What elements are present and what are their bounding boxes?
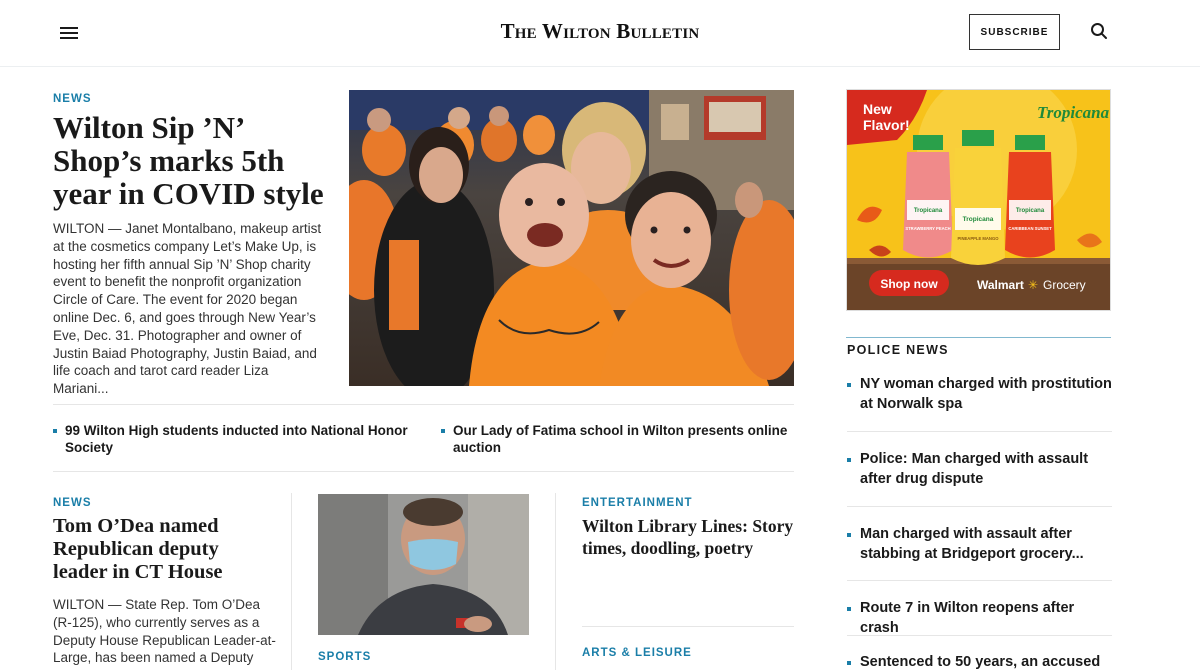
story2-headline[interactable]: Tom O’Dea named Republican deputy leader in CT House <box>53 515 223 583</box>
police-news-label[interactable]: Police: Man charged with assault after drug dispute <box>860 451 1089 487</box>
lead-story-summary: WILTON — Janet Montalbano, makeup artist at the cosmetics company Let’s Make Up, is hosting her fifth annual Sip ’N’ Shop charity event to benefit the nonprofit organization Circle of Care. The event for 2020 began online Dec. 6, and goes through New Year’s Eve, Dec. 31. Photographer and owner of Justin Baiad Photography, Justin Baiad, and life coach and tarot card reader Liza Mariani... <box>53 221 322 397</box>
divider <box>582 626 794 627</box>
ad-cta-label[interactable]: Shop now <box>880 277 938 291</box>
section-rule <box>846 337 1111 338</box>
svg-text:Tropicana: Tropicana <box>1015 208 1045 214</box>
police-news-label[interactable]: Man charged with assault after stabbing at Bridgeport grocery... <box>860 526 1084 562</box>
story3-photo[interactable] <box>318 494 529 635</box>
entertainment-kicker[interactable]: ENTERTAINMENT <box>582 497 693 509</box>
police-news-item[interactable] <box>847 450 1112 489</box>
lead-story-kicker[interactable]: NEWS <box>53 93 92 105</box>
divider <box>847 580 1112 581</box>
site-header <box>0 0 1200 67</box>
entertainment-headline[interactable]: Wilton Library Lines: Story times, doodling, poetry <box>582 516 794 558</box>
lead-story-photo[interactable] <box>349 90 794 386</box>
bullet-icon <box>847 458 851 462</box>
column-divider <box>555 493 556 670</box>
column-divider <box>291 493 292 670</box>
police-news-label[interactable]: NY woman charged with prostitution at Norwalk spa <box>860 376 1112 412</box>
masthead-logo[interactable]: The Wilton Bulletin <box>500 19 700 43</box>
ad-bottle <box>1005 135 1055 258</box>
police-news-heading[interactable]: POLICE NEWS <box>847 343 949 357</box>
ad-retailer-suffix: Grocery <box>1043 278 1086 292</box>
tropicana-ad[interactable] <box>846 89 1111 311</box>
police-news-label[interactable]: Sentenced to 50 years, an accused <box>860 654 1101 670</box>
secondary-link-label[interactable]: Our Lady of Fatima school in Wilton presents online auction <box>453 423 788 455</box>
story2-kicker[interactable]: NEWS <box>53 497 92 509</box>
divider <box>53 404 794 405</box>
bullet-icon <box>847 607 851 611</box>
police-news-item[interactable] <box>847 375 1112 414</box>
ad-retailer: Walmart <box>977 278 1024 292</box>
svg-text:Tropicana: Tropicana <box>962 216 994 223</box>
police-news-item[interactable] <box>847 599 1112 638</box>
secondary-link-label[interactable]: 99 Wilton High students inducted into National Honor Society <box>65 423 408 455</box>
arts-kicker[interactable]: ARTS & LEISURE <box>582 647 692 659</box>
svg-text:CARIBBEAN SUNSET: CARIBBEAN SUNSET <box>1008 226 1052 231</box>
divider <box>53 471 794 472</box>
spark-icon: ✳ <box>1028 278 1039 292</box>
bullet-icon <box>53 429 57 433</box>
subscribe-button[interactable]: SUBSCRIBE <box>969 14 1060 50</box>
bullet-icon <box>847 533 851 537</box>
police-news-item[interactable] <box>847 653 1112 670</box>
ad-bottle <box>903 135 953 258</box>
secondary-link[interactable] <box>441 423 791 456</box>
ad-badge-line1: New <box>863 101 892 117</box>
lead-story-headline[interactable]: Wilton Sip ’N’ Shop’s marks 5th year in COVID style <box>53 110 324 211</box>
divider <box>847 506 1112 507</box>
story3-kicker[interactable]: SPORTS <box>318 651 372 663</box>
svg-text:Tropicana: Tropicana <box>913 208 943 214</box>
ad-brand-logo: Tropicana <box>1037 103 1110 122</box>
ad-bottle <box>951 130 1005 265</box>
bullet-icon <box>441 429 445 433</box>
bullet-icon <box>847 383 851 387</box>
story2-summary: WILTON — State Rep. Tom O’Dea (R-125), who currently serves as a Deputy House Republican Leader-at-Large, has been named a Deputy <box>53 597 276 666</box>
police-news-label[interactable]: Route 7 in Wilton reopens after crash <box>860 600 1075 636</box>
police-news-item[interactable] <box>847 525 1112 564</box>
divider <box>847 431 1112 432</box>
search-icon[interactable] <box>1090 22 1108 40</box>
bullet-icon <box>847 661 851 665</box>
ad-badge-line2: Flavor! <box>863 117 910 133</box>
divider <box>847 635 1112 636</box>
svg-text:STRAWBERRY PEACH: STRAWBERRY PEACH <box>905 226 951 231</box>
svg-text:PINEAPPLE MANGO: PINEAPPLE MANGO <box>957 236 999 241</box>
secondary-link[interactable] <box>53 423 408 456</box>
